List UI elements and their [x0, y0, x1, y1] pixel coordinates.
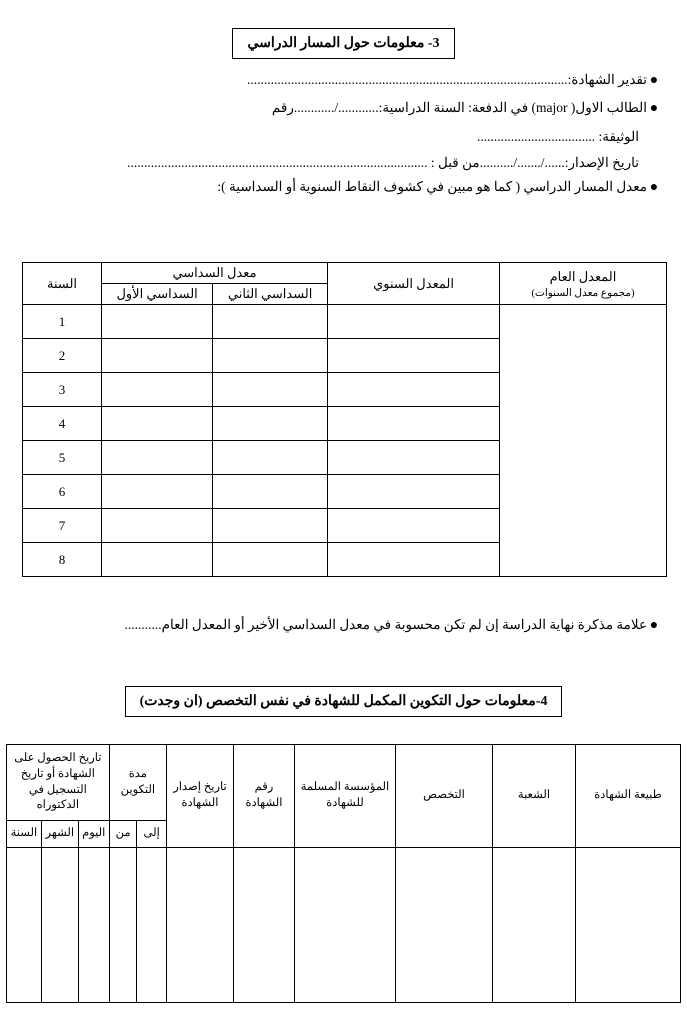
- cell-duration-from[interactable]: [109, 848, 137, 1003]
- cell-semester-2[interactable]: [213, 475, 328, 509]
- cell-semester-1[interactable]: [102, 441, 213, 475]
- cell-annual-average[interactable]: [328, 543, 500, 577]
- cell-semester-2[interactable]: [213, 543, 328, 577]
- cell-annual-average[interactable]: [328, 305, 500, 339]
- cell-semester-1[interactable]: [102, 407, 213, 441]
- cell-annual-average[interactable]: [328, 373, 500, 407]
- complementary-training-table-head: [7, 745, 681, 848]
- header-year: السنة: [23, 263, 102, 305]
- bullet-text-grade: [26, 70, 647, 91]
- cell-day[interactable]: [78, 848, 109, 1003]
- header-general-average-label: المعدل العام: [549, 268, 617, 284]
- bullet-item-major: [26, 98, 661, 119]
- header-branch: الشعبة: [493, 745, 576, 848]
- cell-year: 6: [23, 475, 102, 509]
- academic-path-table-body: [23, 305, 667, 577]
- sub-line-issue-date: تاريخ الإصدار:....../......./..........من قبل : .........................................................................................: [127, 154, 639, 170]
- note-after-table-wrap: [26, 615, 661, 643]
- cell-semester-2[interactable]: [213, 339, 328, 373]
- cell-semester-1[interactable]: [102, 509, 213, 543]
- header-general-average: [500, 263, 667, 305]
- cell-specialty[interactable]: [396, 848, 493, 1003]
- header-obtained-date: تاريخ الحصول على الشهادة أو تاريخ التسجيل في الدكتوراه: [7, 745, 110, 821]
- cell-certificate-number[interactable]: [234, 848, 295, 1003]
- table2-header-row-1: [7, 745, 681, 821]
- header-semester-average: معدل السداسي: [102, 263, 328, 284]
- header-duration-to: إلى: [137, 821, 167, 848]
- table-header-row-1: [23, 263, 667, 284]
- cell-semester-2[interactable]: [213, 305, 328, 339]
- header-semester-2: السداسي الثاني: [213, 284, 328, 305]
- cell-semester-1[interactable]: [102, 475, 213, 509]
- cell-annual-average[interactable]: [328, 441, 500, 475]
- bullet-dot-icon: ●: [649, 101, 659, 116]
- cell-year: 2: [23, 339, 102, 373]
- header-training-duration: مدة التكوين: [109, 745, 166, 821]
- header-semester-1: السداسي الأول: [102, 284, 213, 305]
- grade-dots: ................................................: [405, 72, 568, 87]
- cell-year[interactable]: [7, 848, 42, 1003]
- cell-annual-average[interactable]: [328, 475, 500, 509]
- academic-path-table-head: [23, 263, 667, 305]
- cell-semester-2[interactable]: [213, 441, 328, 475]
- cell-semester-2[interactable]: [213, 373, 328, 407]
- header-institution: المؤسسة المسلمة للشهادة: [295, 745, 396, 848]
- header-day: اليوم: [78, 821, 109, 848]
- bullet-dot-icon: ●: [649, 618, 659, 633]
- cell-semester-1[interactable]: [102, 543, 213, 577]
- header-month: الشهر: [41, 821, 78, 848]
- cell-year: 3: [23, 373, 102, 407]
- header-annual-average: المعدل السنوي: [328, 263, 500, 305]
- bullet-dot-icon: ●: [649, 73, 659, 88]
- grade-dots-2: ...............................................: [247, 72, 406, 87]
- grade-label: تقدير الشهادة:: [567, 72, 647, 87]
- complementary-training-table-body: [7, 848, 681, 1003]
- cell-annual-average[interactable]: [328, 339, 500, 373]
- cell-year: 1: [23, 305, 102, 339]
- header-year: السنة: [7, 821, 42, 848]
- cell-year: 5: [23, 441, 102, 475]
- header-specialty: التخصص: [396, 745, 493, 848]
- cell-issue-date[interactable]: [167, 848, 234, 1003]
- cell-institution[interactable]: [295, 848, 396, 1003]
- complementary-training-table: [6, 744, 681, 1003]
- section-4-title-wrap: [0, 686, 687, 717]
- section-3-title-wrap: [0, 28, 687, 59]
- header-general-average-note: (مجموع معدل السنوات): [531, 287, 635, 299]
- cell-semester-2[interactable]: [213, 407, 328, 441]
- section-3-title: 3- معلومات حول المسار الدراسي: [232, 28, 454, 59]
- cell-semester-1[interactable]: [102, 305, 213, 339]
- cell-year: 4: [23, 407, 102, 441]
- bullet-text-average: معدل المسار الدراسي ( كما هو مبين في كشوف النقاط السنوية أو السداسية ):: [217, 179, 647, 195]
- header-certificate-number: رقم الشهادة: [234, 745, 295, 848]
- header-duration-from: من: [109, 821, 137, 848]
- bullet-item-grade: [26, 70, 661, 91]
- cell-general-average[interactable]: [500, 305, 667, 577]
- cell-branch[interactable]: [493, 848, 576, 1003]
- bullet-item-average: [26, 177, 661, 198]
- cell-year: 7: [23, 509, 102, 543]
- section-3-bullets: [26, 70, 661, 205]
- header-issue-date: تاريخ إصدار الشهادة: [167, 745, 234, 848]
- cell-semester-2[interactable]: [213, 509, 328, 543]
- section-4-title: 4-معلومات حول التكوين المكمل للشهادة في نفس التخصص (ان وجدت): [125, 686, 563, 717]
- header-certificate-nature: طبيعة الشهادة: [576, 745, 681, 848]
- cell-certificate-nature[interactable]: [576, 848, 681, 1003]
- sub-line-document: الوثيقة: ...................................: [477, 129, 639, 144]
- bullet-dot-icon: ●: [649, 180, 659, 196]
- table-row: [23, 305, 667, 339]
- bullet-text-major: الطالب الاول( major) في الدفعة: السنة الدراسية:............/............رقم: [271, 100, 647, 115]
- cell-year: 8: [23, 543, 102, 577]
- academic-path-table: [22, 262, 667, 577]
- cell-month[interactable]: [41, 848, 78, 1003]
- bullet-item-thesis-grade: [26, 615, 661, 636]
- cell-semester-1[interactable]: [102, 339, 213, 373]
- cell-annual-average[interactable]: [328, 407, 500, 441]
- bullet-text-thesis-grade: علامة مذكرة نهاية الدراسة إن لم تكن محسوبة في معدل السداسي الأخير أو المعدل العام...........: [124, 617, 647, 632]
- cell-duration-to[interactable]: [137, 848, 167, 1003]
- cell-annual-average[interactable]: [328, 509, 500, 543]
- cell-semester-1[interactable]: [102, 373, 213, 407]
- table-row: [7, 848, 681, 1003]
